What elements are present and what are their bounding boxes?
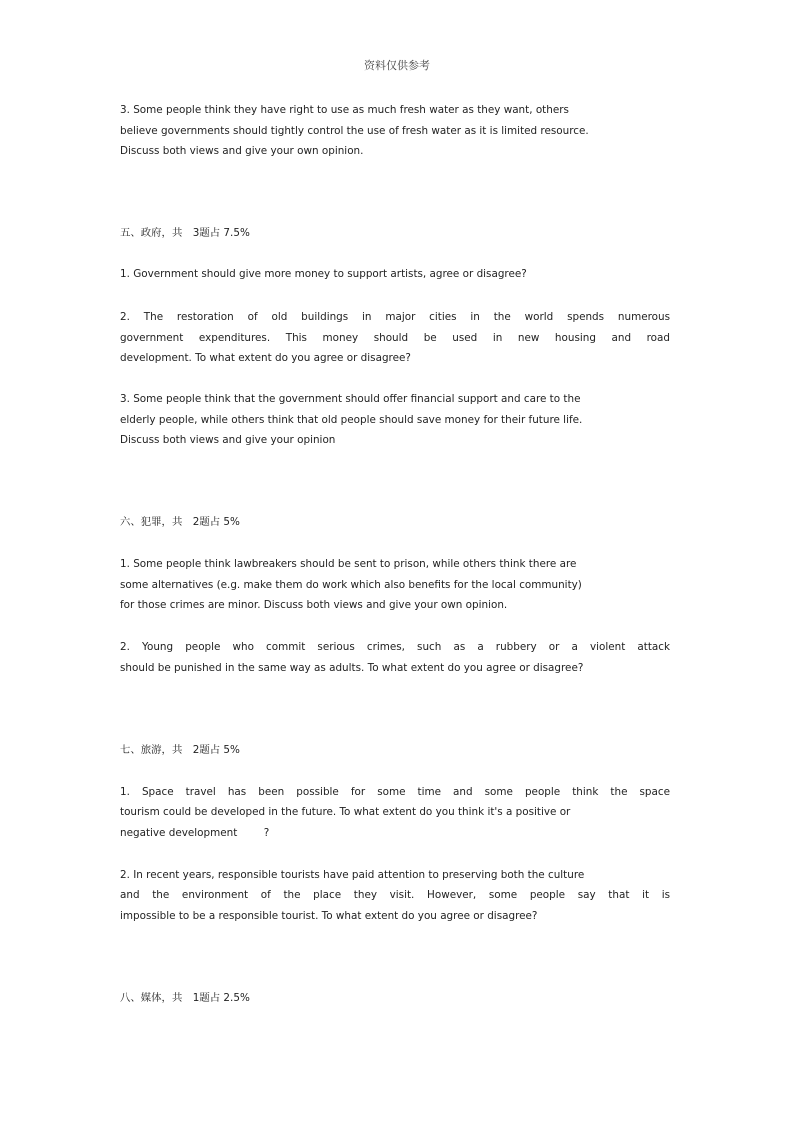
section-heading-media: 八、媒体，共 1题占 2.5% — [120, 991, 250, 1004]
question-line: 3. Some people think that the government should offer financial support and care to the — [120, 392, 581, 405]
section-heading-tourism: 七、旅游，共 2题占 5% — [120, 743, 240, 756]
question-water-use — [120, 100, 670, 162]
question-line: and the environment of the place they visit. However, some people say that it is — [120, 889, 670, 902]
question-line: 1. Government should give more money to support artists, agree or disagree? — [120, 268, 527, 281]
section-heading-crime: 六、犯罪，共 2题占 5% — [120, 516, 240, 529]
question-tourism-2 — [120, 865, 670, 927]
question-line: should be punished in the same way as adults. To what extent do you agree or disagree? — [120, 661, 584, 674]
question-line: 2. Young people who commit serious crimes, such as a rubbery or a violent attack — [120, 641, 670, 654]
question-crime-1 — [120, 554, 670, 616]
question-line: tourism could be developed in the future. To what extent do you think it's a positive or — [120, 806, 571, 819]
question-line: 2. In recent years, responsible tourists have paid attention to preserving both the culture — [120, 868, 585, 881]
question-government-1 — [120, 264, 670, 285]
question-line: Discuss both views and give your own opinion. — [120, 145, 364, 158]
question-line: impossible to be a responsible tourist. To what extent do you agree or disagree? — [120, 910, 538, 923]
question-line: 3. Some people think they have right to use as much fresh water as they want, others — [120, 104, 569, 116]
question-line: 2. The restoration of old buildings in major cities in the world spends numerous — [120, 310, 670, 323]
question-line: government expenditures. This money should be used in new housing and road — [120, 331, 670, 344]
question-government-3 — [120, 389, 670, 451]
document-body — [120, 100, 670, 1008]
question-crime-2 — [120, 637, 670, 678]
question-line: 1. Some people think lawbreakers should be sent to prison, while others think there are — [120, 558, 577, 571]
question-line: elderly people, while others think that old people should save money for their future life. — [120, 413, 583, 426]
question-line: development. To what extent do you agree or disagree? — [120, 352, 411, 365]
question-tourism-1 — [120, 782, 670, 844]
page-header: 资料仅供参考 — [364, 59, 430, 72]
question-line: Discuss both views and give your opinion — [120, 434, 336, 447]
question-line: negative development ? — [120, 826, 270, 839]
question-line: for those crimes are minor. Discuss both views and give your own opinion. — [120, 599, 508, 612]
section-heading-government: 五、政府，共 3题占 7.5% — [120, 227, 250, 240]
question-government-2 — [120, 307, 670, 369]
question-line: believe governments should tightly control the use of fresh water as it is limited resource. — [120, 124, 589, 137]
question-line: 1. Space travel has been possible for some time and some people think the space — [120, 785, 670, 798]
question-line: some alternatives (e.g. make them do work which also benefits for the local community) — [120, 578, 582, 591]
